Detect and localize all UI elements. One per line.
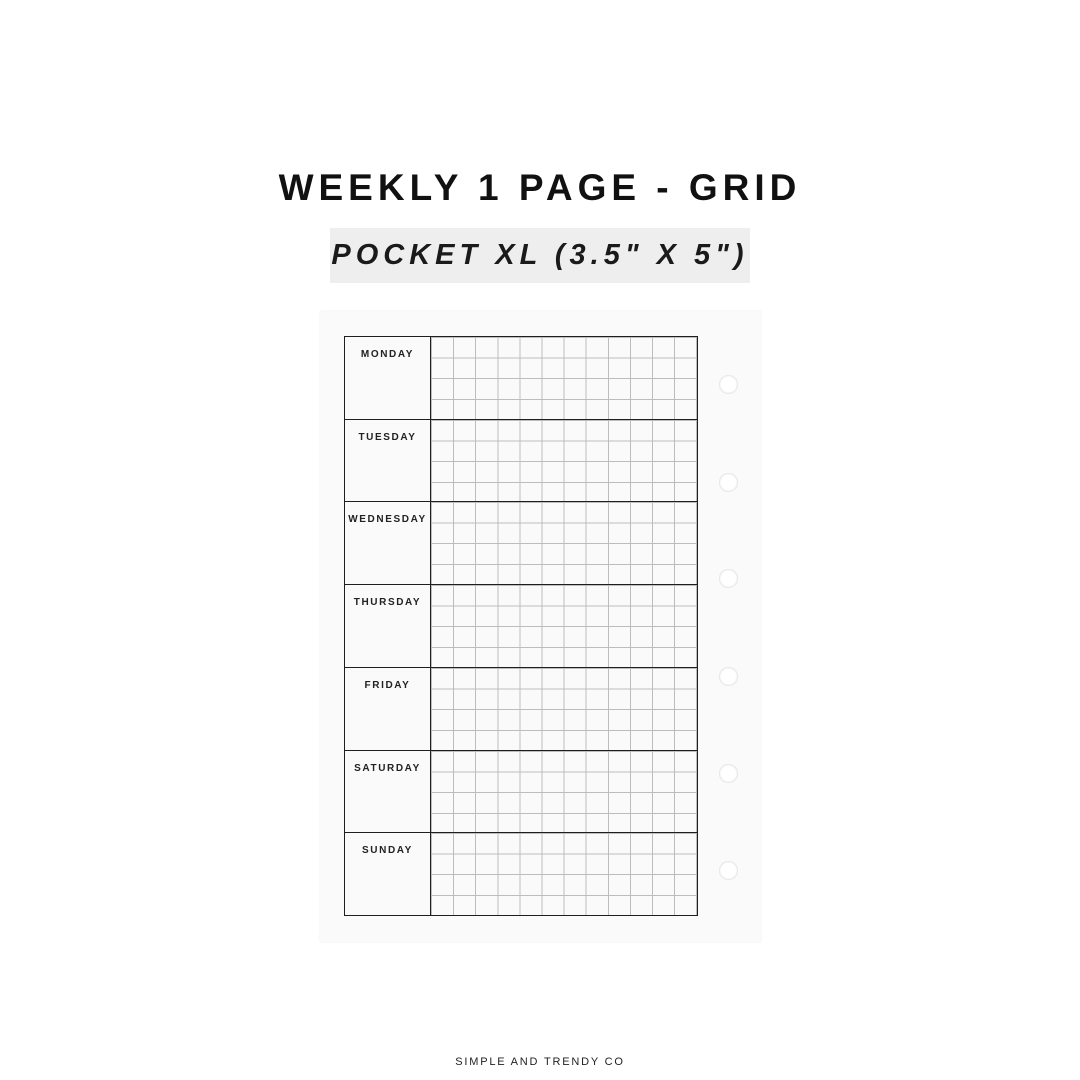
day-grid: [431, 502, 697, 584]
punch-hole: [719, 861, 738, 880]
day-grid: [431, 420, 697, 502]
day-grid: [431, 668, 697, 750]
day-label-cell: [345, 420, 431, 502]
punch-hole: [719, 667, 738, 686]
day-label-cell: [345, 585, 431, 667]
day-label: SUNDAY: [362, 845, 413, 857]
punch-hole: [719, 569, 738, 588]
punch-hole: [719, 764, 738, 783]
page-title: WEEKLY 1 PAGE - GRID: [278, 167, 802, 208]
day-row-monday: [345, 337, 697, 419]
size-label: POCKET XL (3.5" X 5"): [331, 239, 749, 271]
day-label: SATURDAY: [354, 762, 421, 774]
day-row-friday: [345, 667, 697, 750]
day-label-cell: [345, 668, 431, 750]
day-label-cell: [345, 751, 431, 833]
punch-hole: [719, 375, 738, 394]
day-label-cell: [345, 502, 431, 584]
day-label-cell: [345, 337, 431, 419]
day-label: TUESDAY: [358, 431, 417, 443]
day-row-wednesday: [345, 501, 697, 584]
day-row-thursday: [345, 584, 697, 667]
day-grid: [431, 585, 697, 667]
brand-footer: SIMPLE AND TRENDY CO: [455, 1056, 625, 1068]
day-grid: [431, 751, 697, 833]
weekly-planner: [344, 336, 698, 916]
day-label: MONDAY: [360, 349, 415, 360]
day-grid: [431, 337, 697, 419]
day-label-cell: [345, 833, 431, 915]
punch-hole: [719, 473, 738, 492]
size-badge: [330, 228, 750, 283]
day-row-saturday: [345, 750, 697, 833]
day-label: THURSDAY: [353, 597, 422, 609]
day-row-sunday: [345, 832, 697, 915]
day-label: WEDNESDAY: [348, 514, 427, 526]
day-grid: [431, 833, 697, 915]
day-row-tuesday: [345, 419, 697, 502]
day-label: FRIDAY: [364, 679, 411, 691]
